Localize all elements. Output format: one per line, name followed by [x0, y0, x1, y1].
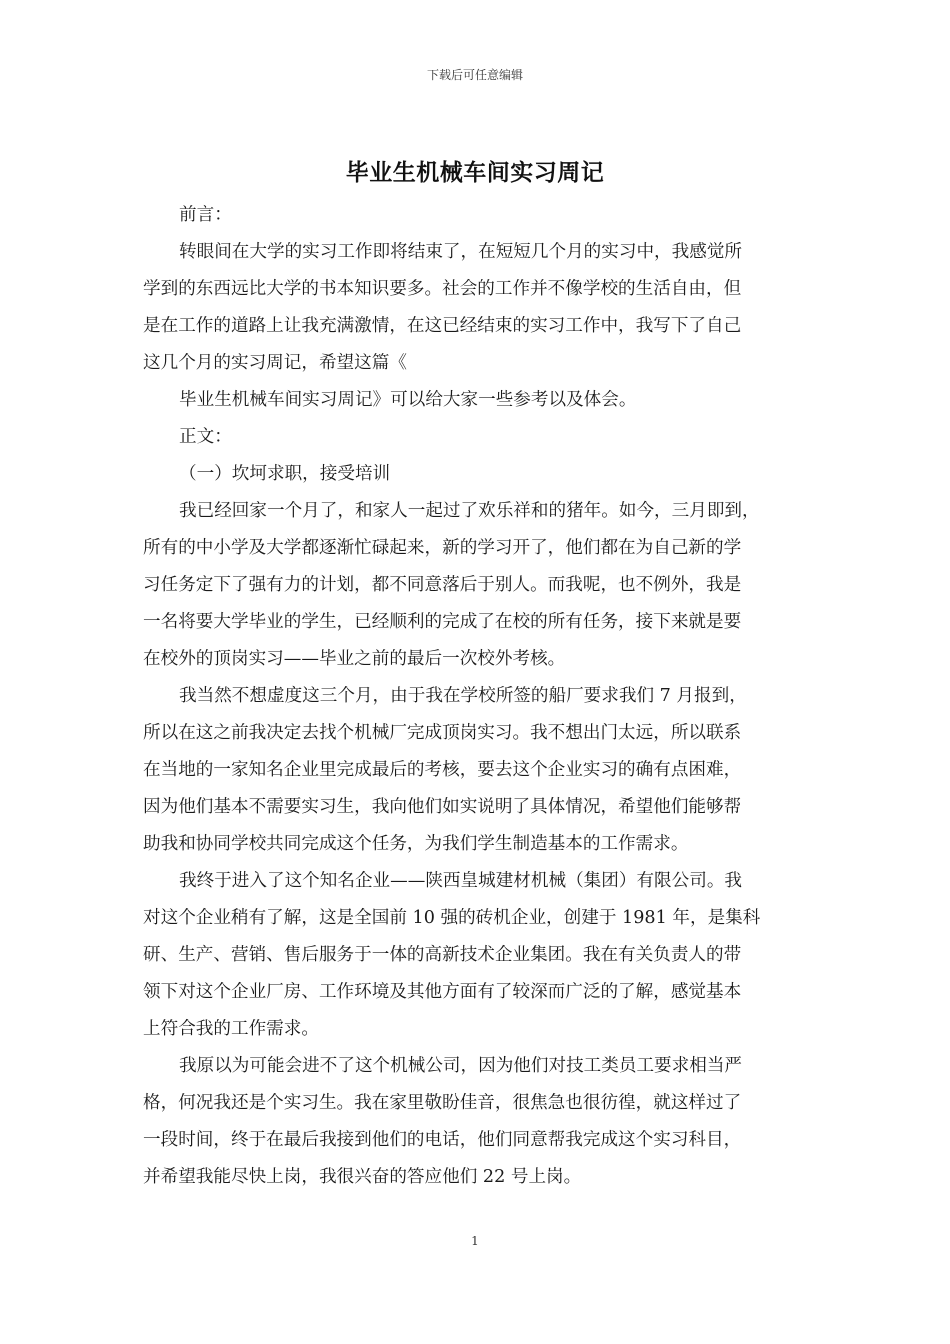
paragraph-line: 我已经回家一个月了，和家人一起过了欢乐祥和的猪年。如今，三月即到，	[179, 501, 760, 521]
paragraph-line: 在当地的一家知名企业里完成最后的考核，要去这个企业实习的确有点困难，	[143, 760, 742, 780]
document-body	[143, 197, 811, 1196]
paragraph-line: 所有的中小学及大学都逐渐忙碌起来，新的学习开了，他们都在为自己新的学	[143, 538, 742, 558]
paragraph-line: 我当然不想虚度这三个月，由于我在学校所签的船厂要求我们 7 月报到，	[179, 686, 747, 706]
paragraph-line: 领下对这个企业厂房、工作环境及其他方面有了较深而广泛的了解，感觉基本	[143, 982, 742, 1002]
paragraph-line: 正文：	[179, 427, 232, 447]
paragraph-line: （一）坎坷求职，接受培训	[179, 464, 391, 484]
paragraph-line: 所以在这之前我决定去找个机械厂完成顶岗实习。我不想出门太远，所以联系	[143, 723, 742, 743]
paragraph-line: 习任务定下了强有力的计划，都不同意落后于别人。而我呢，也不例外，我是	[143, 575, 742, 595]
paragraph-line: 转眼间在大学的实习工作即将结束了，在短短几个月的实习中，我感觉所	[179, 242, 743, 262]
paragraph-line: 学到的东西远比大学的书本知识要多。社会的工作并不像学校的生活自由，但	[143, 279, 742, 299]
paragraph-line: 我终于进入了这个知名企业——陕西皇城建材机械（集团）有限公司。我	[179, 871, 743, 891]
page-number: 1	[471, 1234, 479, 1248]
paragraph-line: 一段时间，终于在最后我接到他们的电话，他们同意帮我完成这个实习科目，	[143, 1130, 742, 1150]
paragraph-line: 这几个月的实习周记，希望这篇《	[143, 353, 407, 373]
paragraph-line: 我原以为可能会进不了这个机械公司，因为他们对技工类员工要求相当严	[179, 1056, 743, 1076]
paragraph-line: 格，何况我还是个实习生。我在家里敬盼佳音，很焦急也很彷徨，就这样过了	[143, 1093, 742, 1113]
paragraph-line: 上符合我的工作需求。	[143, 1019, 319, 1039]
paragraph-line: 前言：	[179, 205, 232, 225]
paragraph-line: 一名将要大学毕业的学生，已经顺利的完成了在校的所有任务，接下来就是要	[143, 612, 742, 632]
paragraph-line: 助我和协同学校共同完成这个任务，为我们学生制造基本的工作需求。	[143, 834, 689, 854]
paragraph-line: 因为他们基本不需要实习生，我向他们如实说明了具体情况，希望他们能够帮	[143, 797, 742, 817]
paragraph-line: 研、生产、营销、售后服务于一体的高新技术企业集团。我在有关负责人的带	[143, 945, 742, 965]
paragraph-line: 对这个企业稍有了解，这是全国前 10 强的砖机企业，创建于 1981 年，是集科	[143, 908, 761, 928]
paragraph-line: 并希望我能尽快上岗，我很兴奋的答应他们 22 号上岗。	[143, 1167, 582, 1187]
paragraph-line: 在校外的顶岗实习——毕业之前的最后一次校外考核。	[143, 649, 566, 669]
paragraph-line: 毕业生机械车间实习周记》可以给大家一些参考以及体会。	[179, 390, 637, 410]
document-title: 毕业生机械车间实习周记	[345, 159, 605, 186]
paragraph-line: 是在工作的道路上让我充满激情，在这已经结束的实习工作中，我写下了自己	[143, 316, 742, 336]
header-note: 下载后可任意编辑	[426, 68, 523, 82]
